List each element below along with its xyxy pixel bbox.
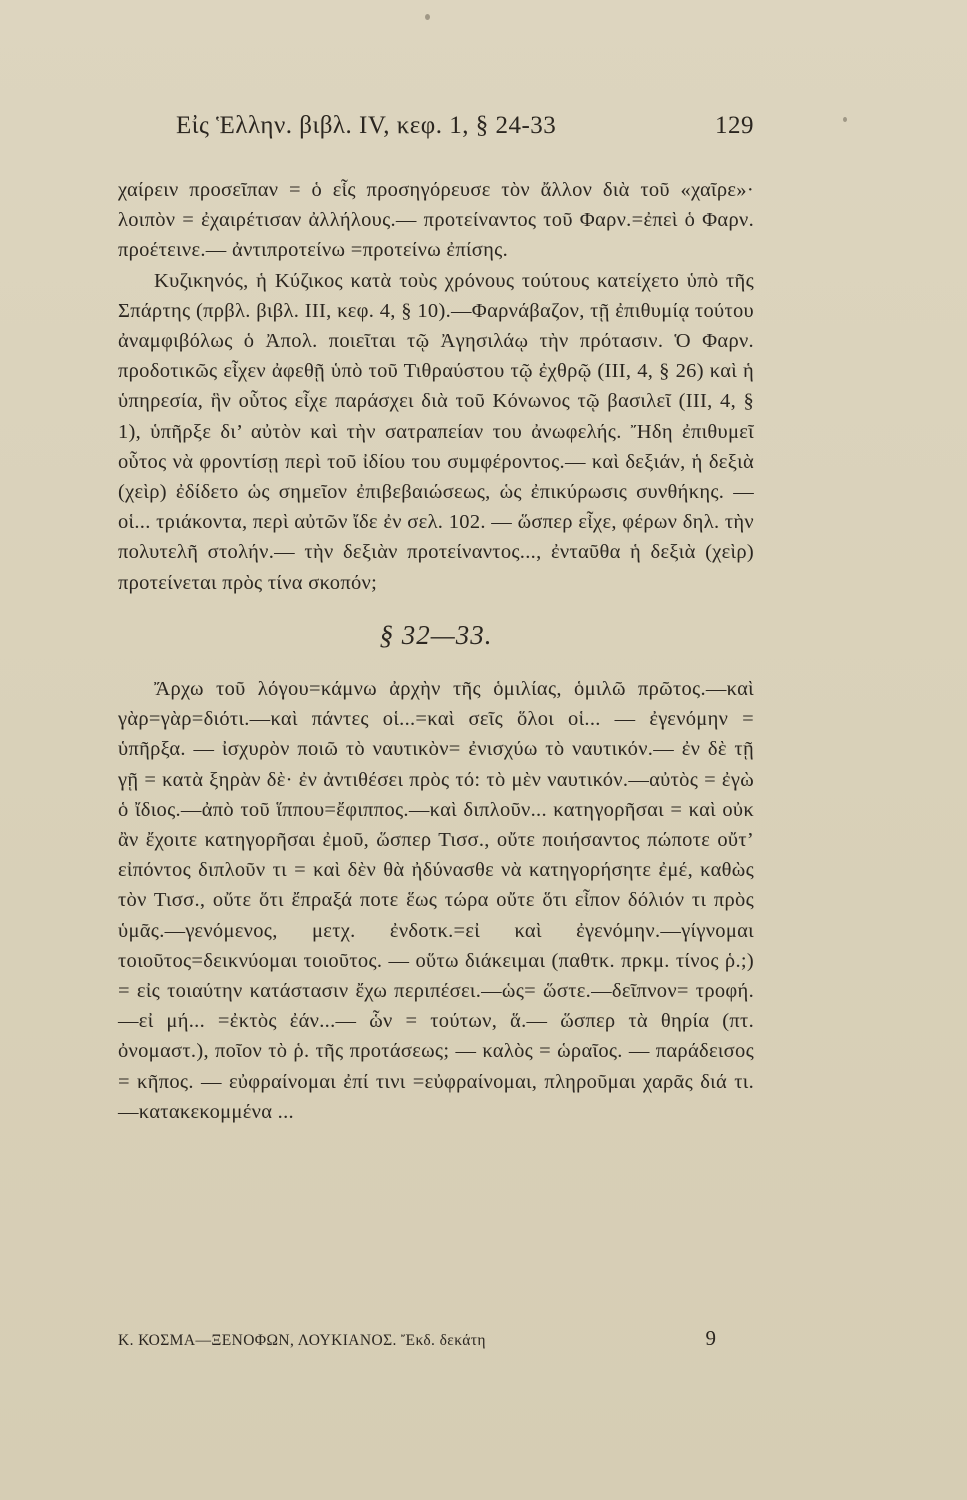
signature-mark: 9	[705, 1326, 716, 1350]
paper-speck	[425, 14, 430, 20]
commentary-body	[118, 175, 754, 1127]
paragraph-kyzikenos: Κυζικηνός, ἡ Κύζικος κατὰ τοὺς χρόνους τούτους κατείχετο ὑπὸ τῆς Σπάρτης (πρβλ. βιβλ. III, κεφ. 4, § 10).—Φαρνάβαζον, τῇ ἐπιθυμίᾳ τούτου ἀναμφιβόλως ὁ Ἀπολ. ποιεῖται τῷ Ἀγησιλάῳ τὴν πρότασιν. Ὁ Φαρν. προδοτικῶς εἶχεν ἀφεθῇ ὑπὸ τοῦ Τιθραύστου τῷ ἐχθρῷ (III, 4, § 26) καὶ ἡ ὑπηρεσία, ἣν οὗτος εἶχε παράσχει διὰ τοῦ Κόνωνος τῷ βασιλεῖ (III, 4, § 1), ὑπῆρξε δι’ αὐτὸν καὶ τὴν σατραπείαν του ἀνωφελής. Ἤδη ἐπιθυμεῖ οὗτος νὰ φροντίσῃ περὶ τοῦ ἰδίου του συμφέροντος.— καὶ δεξιάν, ἡ δεξιὰ (χεὶρ) ἐδίδετο ὡς σημεῖον ἐπιβεβαιώσεως, ὡς ἐπικύρωσις συνθήκης. — οἱ... τριάκοντα, περὶ αὐτῶν ἴδε ἐν σελ. 102. — ὥσπερ εἶχε, φέρων δηλ. τὴν πολυτελῆ στολήν.— τὴν δεξιὰν προτείναντος..., ἐνταῦθα ἡ δεξιὰ (χεὶρ) προτείνεται πρὸς τίνα σκοπόν;	[118, 269, 754, 594]
paragraph-section-32-33: Ἄρχω τοῦ λόγου=κάμνω ἀρχὴν τῆς ὁμιλίας, ὁμιλῶ πρῶτος.—καὶ γὰρ=γὰρ=διότι.—καὶ πάντες οἱ...=καὶ σεῖς ὅλοι οἱ... — ἐγενόμην = ὑπῆρξα. — ἰσχυρὸν ποιῶ τὸ ναυτικὸν= ἐνισχύω τὸ ναυτικόν.— ἐν δὲ τῇ γῇ = κατὰ ξηρὰν δὲ· ἐν ἀντιθέσει πρὸς τό: τὸ μὲν ναυτικόν.—αὐτὸς = ἐγὼ ὁ ἴδιος.—ἀπὸ τοῦ ἵππου=ἔφιππος.—καὶ διπλοῦν... κατηγορῆσαι = καὶ οὐκ ἂν ἔχοιτε κατηγορῆσαι ἐμοῦ, ὥσπερ Τισσ., οὔτε ποιήσαντος πώποτε οὔτ’ εἰπόντος διπλοῦν τι = καὶ δὲν θὰ ἠδύνασθε νὰ κατηγορήσητε ἐμέ, καθὼς τὸν Τισσ., οὔτε ὅτι ἔπραξά ποτε ἕως τώρα οὔτε ὅτι εἶπον δόλιόν τι πρὸς ὑμᾶς.—γενόμενος, μετχ. ἐνδοτκ.=εἰ καὶ ἐγενόμην.—γίγνομαι τοιοῦτος=δεικνύομαι τοιοῦτος. — οὕτω διάκειμαι (παθτκ. πρκμ. τίνος ῥ.;) = εἰς τοιαύτην κατάστασιν ἔχω περιπέσει.—ὡς= ὥστε.—δεῖπνον= τροφή.—εἰ μή... =ἐκτὸς ἐάν...— ὧν = τούτων, ἅ.— ὥσπερ τὰ θηρία (πτ. ὀνομαστ.), ποῖον τὸ ῥ. τῆς προτάσεως; — καλὸς = ὡραῖος. — παράδεισος = κῆπος. — εὐφραίνομαι ἐπί τινι =εὐφραίνομαι, πληροῦμαι χαρᾶς διά τι.—κατακεκομμένα ...	[118, 678, 754, 1123]
paper-speck	[843, 117, 847, 122]
page-number: 129	[715, 112, 754, 139]
section-heading: § 32—33.	[379, 619, 493, 650]
page-footer	[118, 1326, 754, 1351]
publisher-credit: Κ. ΚΟΣΜΑ—ΞΕΝΟΦΩΝ, ΛΟΥΚΙΑΝΟΣ. Ἔκδ. δεκάτη	[118, 1332, 486, 1349]
paragraph-farewell: χαίρειν προσεῖπαν = ὁ εἷς προσηγόρευσε τὸν ἄλλον διὰ τοῦ «χαῖρε»· λοιπὸν = ἐχαιρέτισαν ἀλλήλους.— προτείναντος τοῦ Φαρν.=ἐπεὶ ὁ Φαρν. προέτεινε.— ἀντιπροτείνω =προτείνω ἐπίσης.	[118, 179, 754, 262]
running-header	[176, 112, 754, 144]
running-title: Εἰς Ἑλλην. βιβλ. IV, κεφ. 1, § 24-33	[176, 112, 557, 139]
